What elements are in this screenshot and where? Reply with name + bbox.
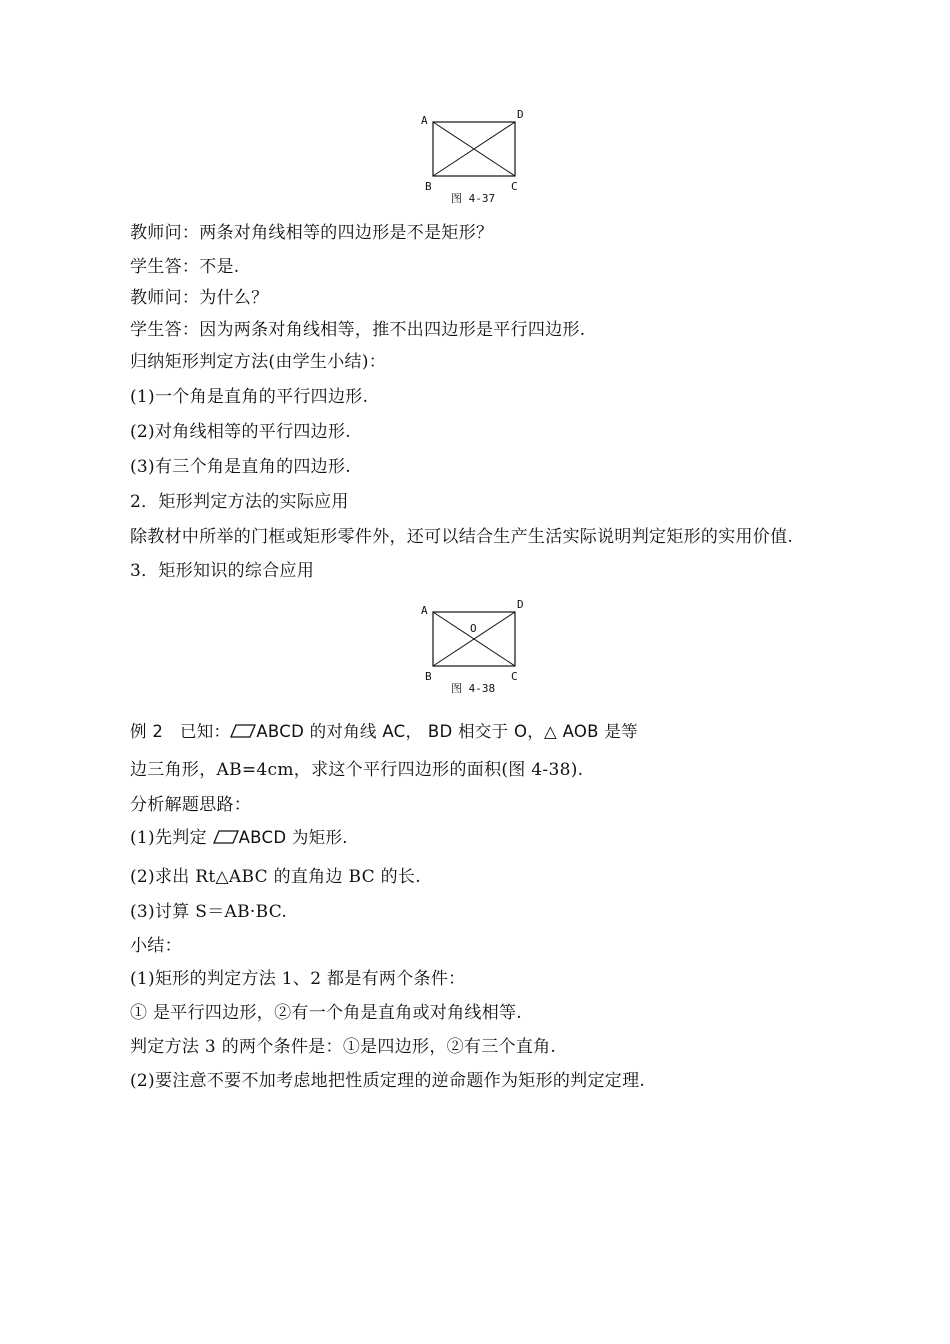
example-prefix: 例 2 已知： <box>130 722 231 741</box>
step-prefix: (1)先判定 <box>130 828 213 848</box>
text-line: 分析解题思路： <box>130 795 252 815</box>
example-text: ABCD 的对角线 AC， BD 相交于 O，△ AOB 是等 <box>256 722 638 741</box>
vertex-label-d: D <box>517 598 524 611</box>
text-line: 归纳矩形判定方法(由学生小结)： <box>130 352 387 372</box>
text-line: (2)对角线相等的平行四边形. <box>130 422 351 442</box>
text-line: 2．矩形判定方法的实际应用 <box>130 492 349 512</box>
text-line: 教师问：为什么？ <box>130 288 269 308</box>
vertex-label-c: C <box>511 670 518 683</box>
rectangle-diagram-4-38 <box>415 594 535 698</box>
figure-4-38 <box>0 594 950 698</box>
rectangle-diagram-4-37 <box>415 104 535 208</box>
parallelogram-icon <box>213 830 239 844</box>
text-line: (1)一个角是直角的平行四边形. <box>130 387 369 407</box>
step-text: ABCD 为矩形. <box>238 828 348 847</box>
text-line: (2)要注意不要不加考虑地把性质定理的逆命题作为矩形的判定定理. <box>130 1071 646 1091</box>
text-line: 判定方法 3 的两个条件是：①是四边形，②有三个直角. <box>130 1037 557 1057</box>
vertex-label-c: C <box>511 180 518 193</box>
vertex-label-d: D <box>517 108 524 121</box>
text-line: (3)有三个角是直角的四边形. <box>130 457 351 477</box>
text-line: 学生答：不是. <box>130 257 240 277</box>
vertex-label-b: B <box>425 670 432 683</box>
text-line: 3．矩形知识的综合应用 <box>130 561 315 581</box>
figure-caption: 图 4-37 <box>451 192 496 205</box>
text-line: 学生答：因为两条对角线相等，推不出四边形是平行四边形. <box>130 320 586 340</box>
text-line: (1)矩形的判定方法 1、2 都是有两个条件： <box>130 969 466 989</box>
text-line: 小结： <box>130 936 182 956</box>
text-line: ① 是平行四边形，②有一个角是直角或对角线相等. <box>130 1003 523 1023</box>
vertex-label-b: B <box>425 180 432 193</box>
example-2-statement <box>130 721 638 743</box>
analysis-step-1 <box>130 827 348 849</box>
text-line: 边三角形，AB=4cm，求这个平行四边形的面积(图 4-38). <box>130 760 584 780</box>
parallelogram-icon <box>230 724 256 738</box>
text-line: (3)讨算 S＝AB·BC. <box>130 902 288 922</box>
figure-caption: 图 4-38 <box>451 682 496 695</box>
figure-4-37 <box>0 104 950 208</box>
text-line: (2)求出 Rt△ABC 的直角边 BC 的长. <box>130 867 421 887</box>
vertex-label-a: A <box>421 604 428 617</box>
center-label-o: O <box>470 622 477 635</box>
text-line: 除教材中所举的门框或矩形零件外，还可以结合生产生活实际说明判定矩形的实用价值. <box>130 527 794 547</box>
vertex-label-a: A <box>421 114 428 127</box>
text-line: 教师问：两条对角线相等的四边形是不是矩形？ <box>130 223 494 243</box>
